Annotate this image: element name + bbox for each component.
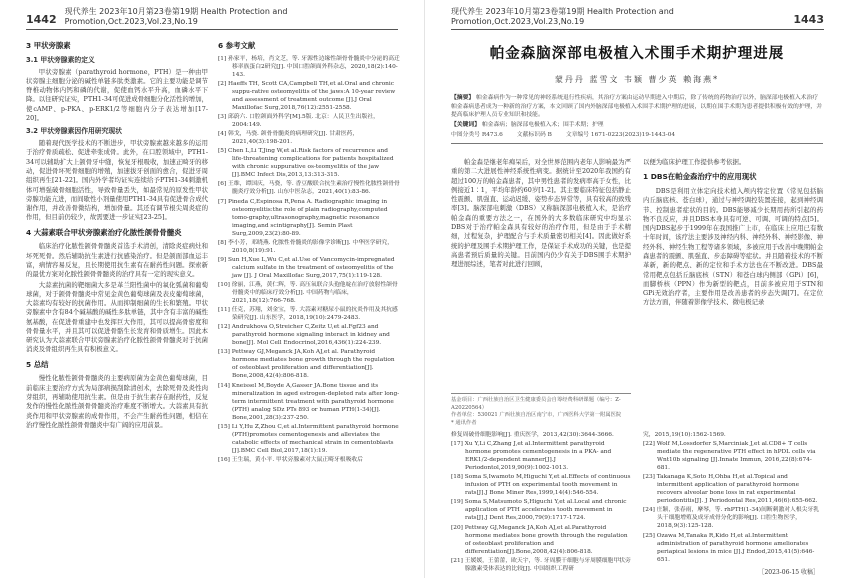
reference-item: [25] Ozawa M,Tanaka R,Kido H,et al.Intermittent administration of parathyroid hormone ameliorates periapical lesions in mice [J].J Endod,2015,41(5):646-651. <box>643 532 815 563</box>
right-page <box>425 0 850 578</box>
section-1-heading: 1 DBS在帕金森治疗中的应用现状 <box>643 172 757 182</box>
footnote-affiliation: 作者单位：530021 广西壮族自治区南宁市，广西医科大学第一附属医院 <box>451 412 622 419</box>
reference-item: [16] 王生瑞，黄小平. 甲状旁腺素对大鼠正畸牙根吸收后 <box>218 456 363 463</box>
reference-item: [6] 王维，谭国庆，马骁，等. 香豆酸联合抗生素治疗慢性化脓性颌骨骨髓炎疗效分析[J]. 山东中医杂志，2021,40(1):83-86. <box>218 181 400 196</box>
footnote-funding: 基金项目：广西壮族自治区卫生健康委员会自筹经费科研课题（编号：Z-A20220564） <box>451 397 621 411</box>
section-1-paragraph: DBS是利用立体定向技术植入颅内特定位置（常见包括脑内丘脑底核、苍白球），通过与神经调控装置连接，起到神经调节、控制患者症状的目的。DBS能够减少长期用药所引起的药物不良反应，并且DBS本身具有可逆、可调、可调的特点[5]。国内DBS起步于1999年在我国推广上市，在临床上应用已有数十年时间，该疗法主要涉及神经内科、神经外科、神经影像、神经外科、神经生物工程等诸多领域，多被应用于改善中晚期帕金森患者的震颤、肌强直、步态障碍等症状。并且随着技术的不断革新，新的靶点、新的定位和手术方法也在不断改进。DBS最常用靶点包括丘脑底核（STN）和苍白球内侧部（GPi）[6]，而脚桥核（PPN）作为新型的靶点，目前多被应用于STN和GPi无效治疗者，主要作用是改善患者的步态失调[7]。在定位方法方面，伴随着影像学技术、微电极记录 <box>643 187 823 307</box>
reference-item: 究，2015,19(10):1562-1569. <box>643 432 726 438</box>
right-running-header <box>451 7 824 30</box>
abstract <box>451 94 823 120</box>
left-page-number: 1442 <box>26 13 57 26</box>
left-column-2 <box>218 36 400 566</box>
document-code: 文献标识码 B <box>516 131 552 138</box>
reference-item: [8] 李小芳，邓晓燕. 化脓性骨髓炎的影像学诊断[J]. 中华医学研究，2010,8(19):91. <box>218 239 393 254</box>
reference-item: [21] 王媛媛，王蕾蕾，欧天宇，等. 牙周膜干细胞与牙周膜细胞甲状旁腺激素受体表达的比较[J]. 中国组织工程研 <box>451 557 631 572</box>
section-3-2-paragraph: 随着现代医学技术的不断进步，甲状旁腺素越来越多的运用于治疗骨质疏松、促进牵张成骨。此外，在口腔领域中，PTH1-34可以辅助扩大上颌骨牙中缝，恢复牙根吸收，加速正畸牙的移动，促进骨坏死骨细胞的增殖，加速拔牙创面的愈合，促进牙周组织再生[21-22]。国内外学者均证实连续给予PTH1-34刺激机体可增强破骨细胞活性，导致骨量丢失，如最常见的原发性甲状旁腺功能亢进，而间歇性小剂量使用PTH1-34具有促进骨合成代谢作用，并改善骨微结构，增加骨量。其还有调节根尖周炎症的作用，但目前仍较少，故需要进一步证实[23-25]。 <box>26 139 208 222</box>
footnote-corresponding: * 通讯作者 <box>451 420 477 427</box>
reference-item: [3] 邱蔚六. 口腔颌面外科学[M].5版. 北京：人民卫生出版社，2004:149. <box>218 114 379 128</box>
section-5-paragraph: 慢性化脓性颌骨骨髓炎的主要病原菌为金黄色葡萄球菌，目前临床主要治疗方式为局部病损刮除清创术，去除死骨及炎性肉芽组织，再辅助使用抗生素。但是由于抗生素存在耐药性，反复发作的慢性化脓性颌骨骨髓炎治疗难度不断增大。大蒜素具有抗炎作用和甲状旁腺素的成骨作用，不会产生耐药性问题，相信在治疗慢性化脓性颌骨骨髓炎中有广阔的应用前景。 <box>26 374 208 429</box>
reference-item: [20] Pettway GJ,Meganck JA,Koh AJ,et al.Parathyroid hormone mediates bone growth through the regulation of osteoblast proliferation and differentiation[J].Bone,2008,42(4):806-818. <box>451 524 628 555</box>
keywords <box>451 121 823 130</box>
abstract-label: 【摘要】 <box>451 95 475 101</box>
reference-item: [22] Wolf M,Lossdorfer S,Marciniak J,et al.CD8+ T cells mediate the regenerative PTH effect in hPDL cells via Wnt10b signaling [J].Innate Immun, 2016,22(8):674-681. <box>643 441 816 472</box>
section-3-1-paragraph: 甲状旁腺素（parathyroid hormone，PTH）是一种由甲状旁腺主细胞分泌的碱性单链多肽类激素。它的主要功能是调节脊椎动物体内钙和磷的代谢，促使血钙水平升高，血磷水平下降。以往研究证实，PTH1-34可促进成骨细胞分化活性的增加，使cAMP、p-PKA、p-ERK1/2等细胞内分子表达增加[17-20]。 <box>26 67 208 122</box>
article-authors: 蒙丹丹 蓝雪文 韦颖 曹少英 赖海燕* <box>554 75 720 84</box>
abstract-divider <box>451 143 823 144</box>
right-column-1 <box>451 158 631 426</box>
reference-item: [4] 韩戈，马骁. 颌骨骨髓炎的病理研究[J]. 甘肃医药，2021,40(3):198-201. <box>218 131 359 146</box>
reference-item: [15] Li Y,Hu Z,Zhou C,et al.Intermittent parathyroid hormone (PTH)promotes cementogenesis and alleviates the catabolic effects of mechanical strain in cementoblasts [J].BMC Cell Biol,2017,18(1):19. <box>218 423 399 454</box>
reference-item: [24] 庄颖，张春雨，摩琴，等. rhPTH(1-34)间断刺激对人根尖牙乳头干细胞增殖及成牙成骨分化的影响[J]. 口腔生物医学，2018,9(3):125-128. <box>643 507 820 530</box>
reference-item: [23] Takanaga K,Soto H,Ohba H,et al.Topical and intermittent application of parathyroid hormone recovers alveolar bone loss in rat experimental periodontitis[J]. J Periodontal Res,2011,46(6):655-662. <box>643 474 818 505</box>
reference-item: [12] Andrukhova O,Streicher C,Zeitz U,et al.Fgf23 and parathyroid hormone signaling interact in kidney and bone[J]. Mol Cell Endocrinol,2016,436(1):224-239. <box>218 324 390 347</box>
section-4-paragraph-2: 大蒜素抗菌的靶细菌大多是革兰阳性菌中的氧化弧菌和葡萄球菌，对于颌骨骨髓炎中常见金黄色葡萄球菌及表皮葡萄球菌，大蒜素均有较好的抗菌作用。从而抑制细菌的生长和繁殖。甲状旁腺素中含有84个碱基酸的碱性多肽单链，其中含有丰富的碱性氨基酸，在促进骨重建中也发挥巨大作用，其可以提高骨密度和骨骨量水平，并且其可以促进骨骼生长发育和骨质增生。因此本研究认为大蒜素联合甲状旁腺素治疗化脓性颌骨骨髓炎对于抗菌消炎及骨组织再生具有积极意义。 <box>26 280 208 354</box>
right-page-number: 1443 <box>793 13 824 26</box>
keywords-text: 帕金森病；脑深部电极植入术；围手术期；护理 <box>481 122 604 129</box>
footnote-block <box>451 393 631 428</box>
abstract-text: 帕金森病作为一种常见的神经系统退行性疾病，其治疗方案由运动早期进入中期后，除了传统的药物治疗以外，脑深部电极植入术治疗帕金森病患者成为一种新的治疗方案，本文回顾了国内外脑深部电极植入术围手术期护理的进展，以期在围手术期为患者提供积极有效的护理，并提高临床护理人员专业知识和技能。 <box>451 95 823 119</box>
reference-item: [14] Kneissel M,Boyde A,Gasser JA.Bone tissue and its mineralization in aged estrogen-depleted rats after long-term intermittent treatment with parathyroid hormone (PTH) analog SDz PTs 893 or human PTH(1-34)[J]. Bone,2001,28(3):237-250. <box>218 382 400 421</box>
section-4-heading: 4 大蒜素联合甲状旁腺素治疗化脓性颌骨骨髓炎 <box>26 227 182 237</box>
section-3-heading: 3 甲状旁腺素 <box>26 41 71 50</box>
reference-item: [19] Soma S,Matsumoto S,Higuchi Y,et al.Local and chronic application of PTH accelerates tooth movement in rats[J].J Dent Res,2000,79(9):1717-1724. <box>451 499 627 522</box>
left-column-1 <box>26 36 208 566</box>
reference-item: 修复周破骨细胞影响[J]. 重庆医学，2013,42(30):3644-3666. <box>451 432 614 438</box>
received-date: ［2023-06-15 收稿］ <box>758 568 819 576</box>
right-column-3-references <box>451 432 631 570</box>
reference-item: [11] 任克，苏翔，刘金宝，等. 大蒜素对糖尿小鼠的抗炎作用及其抗感染研究[J]. 山东医学，2018,19(10):2479-2483. <box>218 307 398 322</box>
reference-item: [13] Pettway GJ,Meganck JA,Koh AJ,et al. Parathyroid hormone mediates bone growth through the regulation of osteoblast proliferation and differentiation[J]. Bone,2008,42(4):806-818. <box>218 349 395 380</box>
article-number: 文章编号 1671-0223(2023)19-1443-04 <box>565 131 676 138</box>
reference-item: [17] Xu Y,Li C,Zhang J,et al.Intermittent parathyroid hormone promotes cementogenesis in a PKA- and ERK1/2-dependent manner[J].J Periodontol,2019,90(9):1002-1013. <box>451 441 612 472</box>
reference-item: [18] Soma S,Iwamoto M,Higuchi Y,et al.Effects of continuous infusion of PTH on experimental tooth movement in rats[J].J Bone Miner Res,1999,14(4):546-554. <box>451 474 631 497</box>
left-header-text: 现代养生 2023年10月第23卷第19期 Health Protection and Promotion,Oct.2023,Vol.23,No.19 <box>64 7 288 26</box>
left-running-header <box>26 7 398 30</box>
reference-item: [10] 徐丽，江燕，黄仁辉，等. 高压氧联合头孢他啶在治疗放射性颌骨骨髓炎中的临床疗效分析[J]. 中国药物与临床，2021,18(12):766-768. <box>218 282 398 304</box>
section-4-paragraph-1: 临床治疗化脓性颌骨骨髓炎首选手术清创，清除炎症病灶和坏死死骨。然后辅助抗生素进行抗感染治疗。但是颌面部血运丰富，病情容易反复，且长期使用抗生素有在耐药性问题。探索新的最优方案对化脓性颌骨骨髓炎的治疗具有一定的现实意义。 <box>26 242 208 279</box>
section-5-heading: 5 总结 <box>26 359 49 369</box>
reference-list-left <box>218 56 400 465</box>
abstract-block <box>451 94 823 144</box>
section-3-1-heading: 3.1 甲状旁腺素的定义 <box>26 55 95 64</box>
reference-item: [9] Sun H,Xue L,Wu C,et al.Use of Vancomycin-impregnated calcium sulfate in the treatment of osteomyelitis of the jaw [J]. J Oral Maxillofac Surg,2017,75(1):119-128. <box>218 256 395 279</box>
references-heading: 6 参考文献 <box>218 41 256 50</box>
reference-item: [2] Haeffs TH, Scott CA,Campbell TH,et al.Oral and chronic suppu-rative osteomyelitis of the jaws:A 10-year review and assessment of treatment outcome [J].J Oral Maxillofac Surg,2018,76(12):2551-2558. <box>218 80 396 111</box>
right-column-4-references <box>643 432 823 576</box>
article-title: 帕金森脑深部电极植入术围手术期护理进展 <box>489 45 785 62</box>
right-header-text: 现代养生 2023年10月第23卷第19期 Health Protection and Promotion,Oct.2023,Vol.23,No.19 <box>451 7 674 26</box>
reference-item: [1] 孙家平，杨培，肖文芝，等. 牙源性边缘性颌骨骨髓炎中分泌的高迁移率族蛋白2研究[J]. 中国口腔颌面外科杂志，2020,18(2):140-143. <box>218 55 400 78</box>
reference-item: [5] Chen L,Li T,Jing W,et al.Risk factors of recurrence and life-threatening complications for patients hospitalized with chronic suppurative os-teomyelitis of the jaw [J].BMC Infect Dis,2013,13:313-315. <box>218 148 394 179</box>
intro-paragraph: 帕金森是继老年痴呆后，对全世界范围内老年人影响最为严重的第二大进展性神经系统性病变。据统计至2020年我国约有超过100万的帕金森患者，其中男性患者的发病率高于女性，比例接近1∶1，平均年龄约60岁[1-2]。其主要临床特征包括静止性震颤、肌强直、运动迟缓、姿势步态异常等，具有较高的致残率[3]。脑深部电刺激（DBS）又称脑深部电极植入术，是治疗帕金森的重要方法之一，在国外的大多数临床研究中均显示DBS对于治疗帕金森具有较好的治疗作用，但是由于手术精细，过程复杂，护理配合与手术质量密切相关[4]。因此做好系统的护理及围手术期护理工作，是保证手术成功的关键，也是提高患者预后质量的关键。目前国内仍少有关于DBS围手术期护理进展综述，笔者对此进行回顾， <box>451 158 631 269</box>
clc-number: 中图分类号 R473.6 <box>451 131 503 138</box>
right-column-2 <box>643 158 823 426</box>
reference-item: [7] Pineda C,Espinosa R,Pena A. Radiographic imaging in osteomyelitis:the role of plain radiography,computed tomo-graphy,ultrasonography,magnetic resonance imaging,and scintigraphy[J]. Semin Plast Surg,2009,23(2):80-89. <box>218 198 388 237</box>
keywords-label: 【关键词】 <box>451 122 480 129</box>
section-3-2-heading: 3.2 甲状旁腺素因作用研究现状 <box>26 127 122 136</box>
classification-row <box>451 131 823 140</box>
intro-continuation: 以便为临床护理工作提供参考依据。 <box>643 158 746 166</box>
